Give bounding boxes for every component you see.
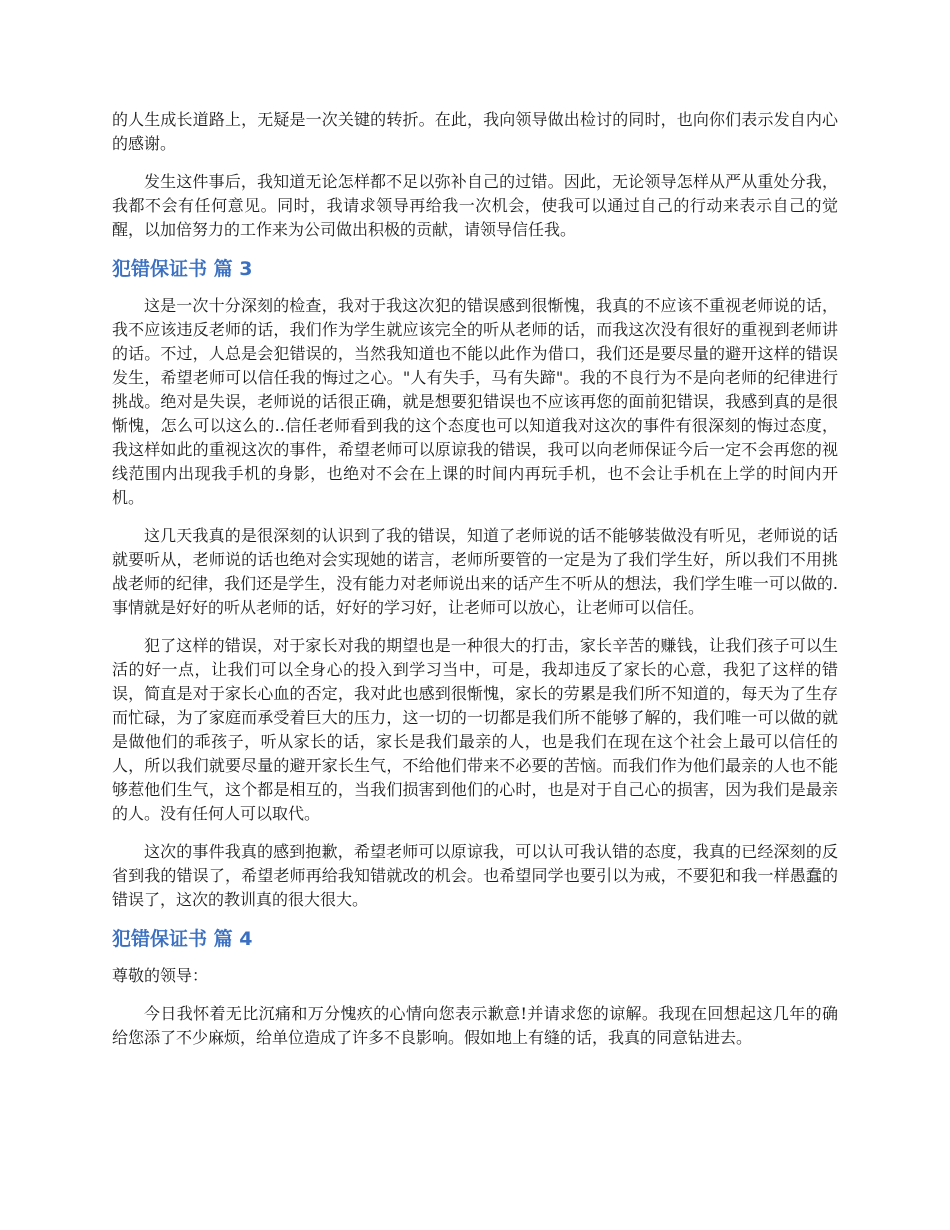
paragraph: 这是一次十分深刻的检查，我对于我这次犯的错误感到很惭愧，我真的不应该不重视老师说的话，我不应该违反老师的话，我们作为学生就应该完全的听从老师的话，而我这次没有很好的重视到老师讲的话。不过，人总是会犯错误的，当然我知道也不能以此作为借口，我们还是要尽量的避开这样的错误发生，希望老师可以信任我的悔过之心。"人有失手，马有失蹄"。我的不良行为不是向老师的纪律进行挑战。绝对是失误，老师说的话很正确，就是想要犯错误也不应该再您的面前犯错误，我感到真的是很惭愧，怎么可以这么的..信任老师看到我的这个态度也可以知道我对这次的事件有很深刻的悔过态度，我这样如此的重视这次的事件，希望老师可以原谅我的错误，我可以向老师保证今后一定不会再您的视线范围内出现我手机的身影，也绝对不会在上课的时间内再玩手机，也不会让手机在上学的时间内开机。	[112, 296, 838, 507]
document-page	[112, 108, 838, 1064]
salutation: 尊敬的领导：	[112, 966, 209, 985]
paragraph: 犯了这样的错误，对于家长对我的期望也是一种很大的打击，家长辛苦的赚钱，让我们孩子可以生活的好一点，让我们可以全身心的投入到学习当中，可是，我却违反了家长的心意，我犯了这样的错误，简直是对于家长心血的否定，我对此也感到很惭愧，家长的劳累是我们所不知道的，每天为了生存而忙碌，为了家庭而承受着巨大的压力，这一切的一切都是我们所不能够了解的，我们唯一可以做的就是做他们的乖孩子，听从家长的话，家长是我们最亲的人，也是我们在现在这个社会上最可以信任的人，所以我们就要尽量的避开家长生气，不给他们带来不必要的苦恼。而我们作为他们最亲的人也不能够惹他们生气，这个都是相互的，当我们损害到他们的心时，也是对于自己心的损害，因为我们是最亲的人。没有任何人可以取代。	[112, 636, 838, 823]
section-heading: 犯错保证书 篇 4	[112, 928, 253, 950]
paragraph: 这几天我真的是很深刻的认识到了我的错误，知道了老师说的话不能够装做没有听见，老师说的话就要听从，老师说的话也绝对会实现她的诺言，老师所要管的一定是为了我们学生好，所以我们不用挑战老师的纪律，我们还是学生，没有能力对老师说出来的话产生不听从的想法，我们学生唯一可以做的.事情就是好好的听从老师的话，好好的学习好，让老师可以放心，让老师可以信任。	[112, 526, 838, 617]
paragraph: 这次的事件我真的感到抱歉，希望老师可以原谅我，可以认可我认错的态度，我真的已经深刻的反省到我的错误了，希望老师再给我知错就改的机会。也希望同学也要引以为戒，不要犯和我一样愚蠢的错误了，这次的教训真的很大很大。	[112, 842, 838, 909]
section-heading: 犯错保证书 篇 3	[112, 258, 253, 280]
paragraph: 今日我怀着无比沉痛和万分愧疚的心情向您表示歉意!并请求您的谅解。我现在回想起这几年的确给您添了不少麻烦，给单位造成了许多不良影响。假如地上有缝的话，我真的同意钻进去。	[112, 1004, 838, 1047]
paragraph: 的人生成长道路上，无疑是一次关键的转折。在此，我向领导做出检讨的同时，也向你们表示发自内心的感谢。	[112, 110, 838, 153]
paragraph: 发生这件事后，我知道无论怎样都不足以弥补自己的过错。因此，无论领导怎样从严从重处分我，我都不会有任何意见。同时，我请求领导再给我一次机会，使我可以通过自己的行动来表示自己的觉醒，以加倍努力的工作来为公司做出积极的贡献，请领导信任我。	[112, 172, 838, 239]
